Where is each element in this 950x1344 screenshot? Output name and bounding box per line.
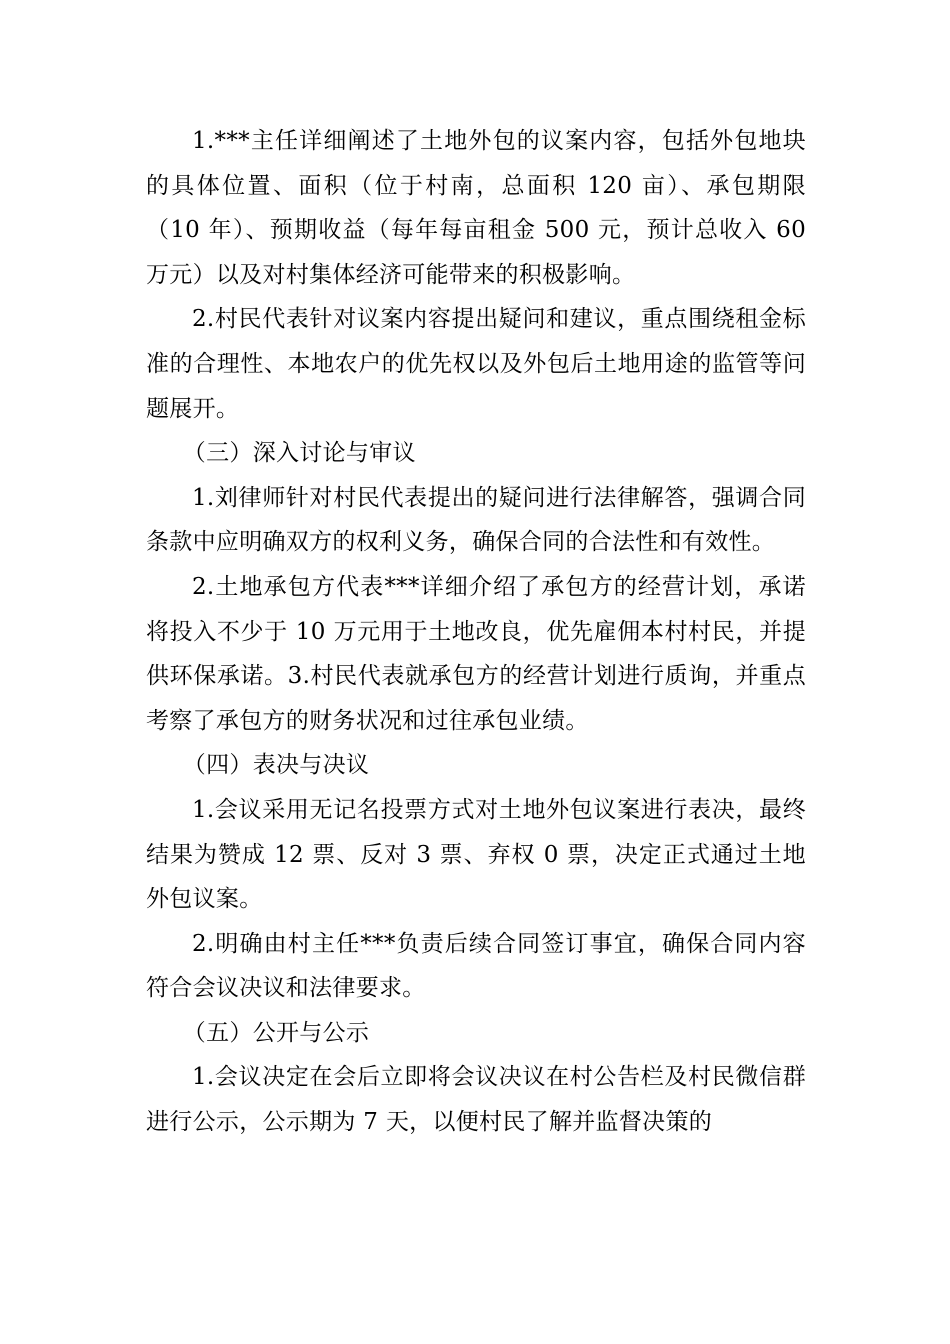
section-heading-discussion: （三）深入讨论与审议 [182,440,416,467]
paragraph-legal-answer: 1.刘律师针对村民代表提出的疑问进行法律解答，强调合同条款中应明确双方的权利义务，确保合同的合法性和有效性。 [146,484,806,556]
paragraph-publicity-notice: 1.会议决定在会后立即将会议决议在村公告栏及村民微信群进行公示，公示期为 7 天，以便村民了解并监督决策的 [146,1064,806,1136]
paragraph-villager-questions: 2.村民代表针对议案内容提出疑问和建议，重点围绕租金标准的合理性、本地农户的优先权以及外包后土地用途的监管等问题展开。 [146,306,806,422]
paragraph-proposal-details: 1.***主任详细阐述了土地外包的议案内容，包括外包地块的具体位置、面积（位于村南，总面积 120 亩）、承包期限（10 年）、预期收益（每年每亩租金 500 元，预计总收入 60 万元）以及对村集体经济可能带来的积极影响。 [146,128,806,288]
paragraph-contractor-plan: 2.土地承包方代表***详细介绍了承包方的经营计划，承诺将投入不少于 10 万元用于土地改良，优先雇佣本村村民，并提供环保承诺。3.村民代表就承包方的经营计划进行质询，并重点考察了承包方的财务状况和过往承包业绩。 [146,573,806,734]
paragraph-contract-signing: 2.明确由村主任***负责后续合同签订事宜，确保合同内容符合会议决议和法律要求。 [146,930,806,1002]
section-heading-publicity: （五）公开与公示 [182,1019,370,1046]
paragraph-vote-result: 1.会议采用无记名投票方式对土地外包议案进行表决，最终结果为赞成 12 票、反对 3 票、弃权 0 票，决定正式通过土地外包议案。 [146,796,806,913]
document-body [146,119,806,1145]
section-heading-vote: （四）表决与决议 [182,752,370,779]
